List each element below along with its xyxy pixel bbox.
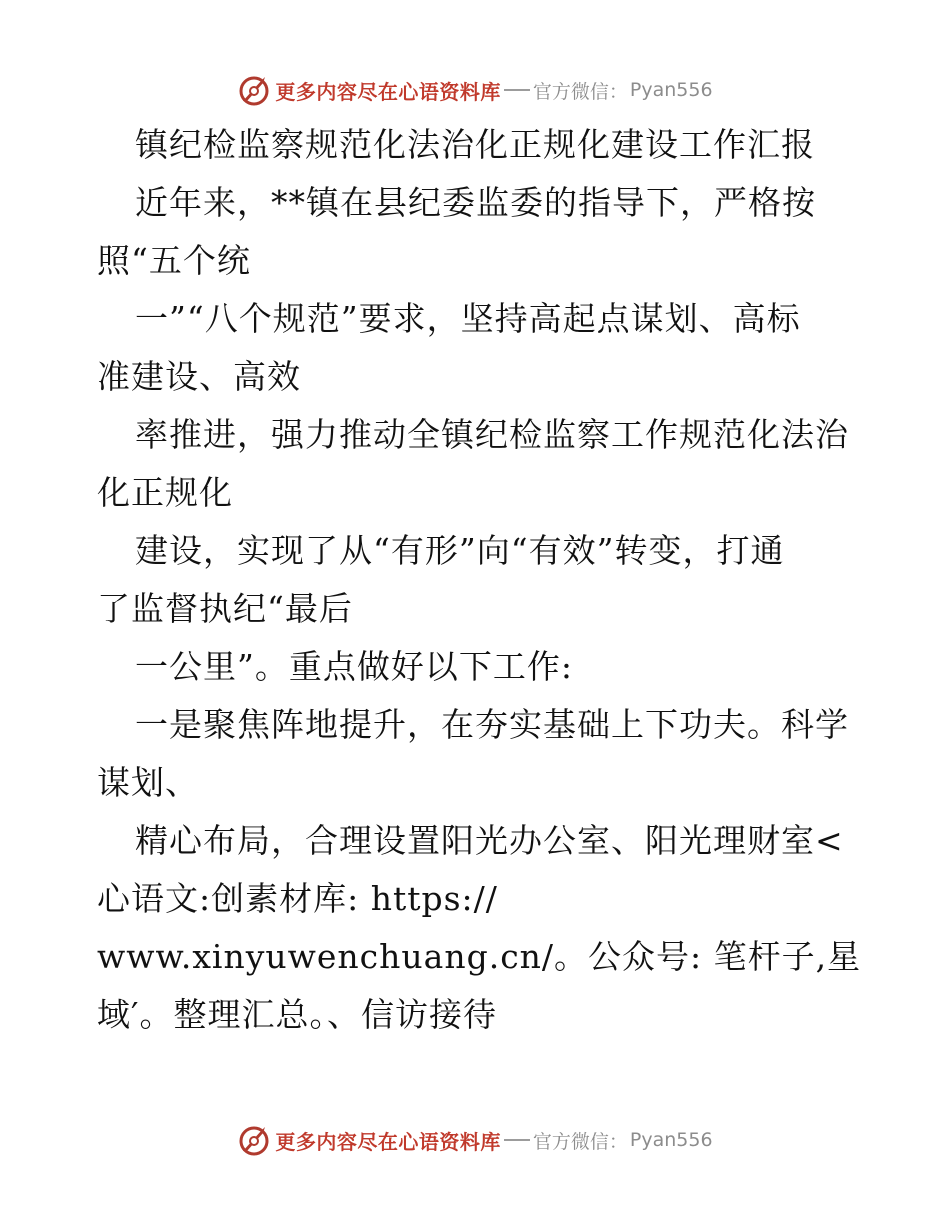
paragraph-line: 了监督执纪“最后 bbox=[97, 589, 353, 628]
paragraph-line: 一公里”。重点做好以下工作: bbox=[135, 647, 573, 686]
wechat-account-id: Pyan556 bbox=[629, 79, 713, 101]
paragraph-line: 一”“八个规范”要求，坚持高起点谋划、高标 bbox=[135, 299, 801, 338]
document-body bbox=[97, 116, 862, 1044]
paragraph-line: 谋划、 bbox=[97, 763, 199, 802]
paragraph-line: 心语文:创素材库: https:// bbox=[97, 879, 498, 918]
paragraph-line: www.xinyuwenchuang.cn/。公众号: 笔杆子,星 bbox=[97, 937, 862, 976]
paragraph-line: 精心布局，合理设置阳光办公室、阳光理财室< bbox=[135, 821, 844, 860]
paragraph-line: 建设，实现了从“有形”向“有效”转变，打通 bbox=[135, 531, 785, 570]
paragraph-line: 照“五个统 bbox=[97, 241, 251, 280]
brand-text: 更多内容尽在心语资料库 bbox=[275, 1129, 501, 1154]
official-wechat-label: 官方微信： bbox=[532, 80, 628, 103]
brand-text: 更多内容尽在心语资料库 bbox=[275, 79, 501, 104]
banner-separator bbox=[504, 1139, 530, 1141]
paragraph-line: 准建设、高效 bbox=[97, 357, 301, 396]
paragraph-line: 一是聚焦阵地提升，在夯实基础上下功夫。科学 bbox=[135, 705, 849, 744]
footer-banner bbox=[0, 1120, 950, 1160]
paragraph-line: 近年来，**镇在县纪委监委的指导下，严格按 bbox=[135, 183, 816, 222]
document-title: 镇纪检监察规范化法治化正规化建设工作汇报 bbox=[135, 125, 815, 164]
paragraph-line: 化正规化 bbox=[97, 473, 233, 512]
official-wechat-label: 官方微信： bbox=[532, 1130, 628, 1153]
quill-logo-icon bbox=[237, 1123, 271, 1157]
wechat-account-id: Pyan556 bbox=[629, 1129, 713, 1151]
quill-logo-icon bbox=[237, 73, 271, 107]
header-banner bbox=[0, 70, 950, 110]
paragraph-line: 域′。整理汇总。、信访接待 bbox=[97, 995, 497, 1034]
banner-separator bbox=[504, 89, 530, 91]
paragraph-line: 率推进，强力推动全镇纪检监察工作规范化法治 bbox=[135, 415, 849, 454]
